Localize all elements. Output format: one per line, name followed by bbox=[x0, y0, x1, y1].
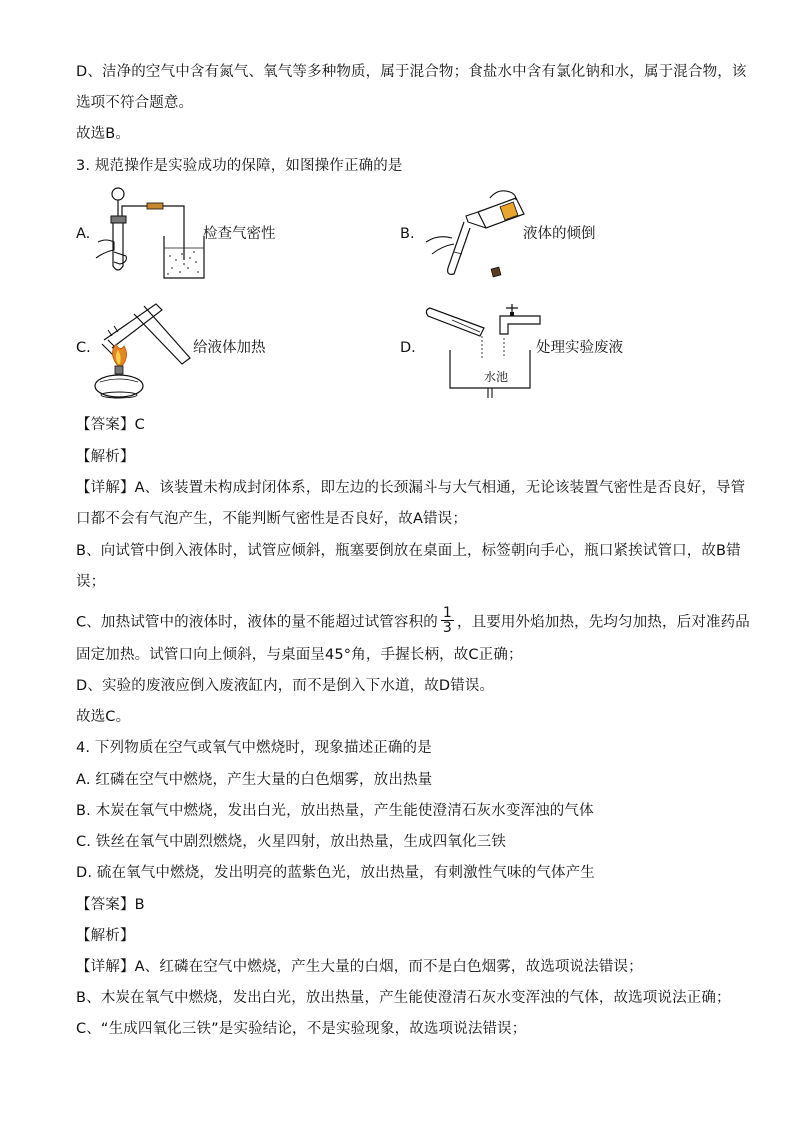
text-line: B、向试管中倒入液体时，试管应倾斜，瓶塞要倒放在桌面上，标签朝向手心，瓶口紧挨试管口，故B错 bbox=[76, 543, 741, 559]
text-line: 固定加热。试管口向上倾斜，与桌面呈45°角，手握长柄，故C正确； bbox=[76, 647, 523, 663]
option-a-caption: 检查气密性 bbox=[203, 226, 276, 242]
liquid-pouring-figure bbox=[420, 184, 530, 284]
text-segment: C、加热试管中的液体时，液体的量不能超过试管容积的 bbox=[76, 614, 438, 631]
text-line: 故选B。 bbox=[76, 126, 131, 142]
text-line-with-fraction bbox=[76, 605, 750, 637]
airtightness-apparatus-figure bbox=[92, 186, 212, 286]
text-line: 选项不符合题意。 bbox=[76, 95, 194, 111]
text-line: 【详解】A、该装置未构成封闭体系，即左边的长颈漏斗与大气相通，无论该装置气密性是否良好，导管 bbox=[76, 480, 746, 496]
question-4-stem: 4. 下列物质在空气或氧气中燃烧时，现象描述正确的是 bbox=[76, 740, 432, 756]
option-c-caption: 给液体加热 bbox=[193, 340, 266, 356]
option-c-letter: C. bbox=[76, 340, 91, 356]
text-line: 口都不会有气泡产生，不能判断气密性是否良好，故A错误； bbox=[76, 511, 467, 527]
option-d-caption: 处理实验废液 bbox=[536, 340, 623, 356]
answer-4: 【答案】B bbox=[76, 897, 145, 913]
option-b-letter: B. bbox=[400, 226, 415, 242]
option-4c: C. 铁丝在氧气中剧烈燃烧，火星四射，放出热量，生成四氧化三铁 bbox=[76, 834, 506, 850]
text-line: 【详解】A、红磷在空气中燃烧，产生大量的白烟，而不是白色烟雾，故选项说法错误； bbox=[76, 959, 643, 975]
text-line: C、“生成四氧化三铁”是实验结论，不是实验现象，故选项说法错误； bbox=[76, 1021, 527, 1037]
option-4b: B. 木炭在氧气中燃烧，发出白光，放出热量，产生能使澄清石灰水变浑浊的气体 bbox=[76, 803, 594, 819]
text-segment: ，且要用外焰加热，先均匀加热，后对准药品 bbox=[456, 614, 750, 631]
liquid-heating-figure bbox=[86, 292, 196, 402]
text-line: D、实验的废液应倒入废液缸内，而不是倒入下水道，故D错误。 bbox=[76, 678, 495, 694]
answer-3: 【答案】C bbox=[76, 417, 145, 433]
text-line: D、洁净的空气中含有氮气、氧气等多种物质，属于混合物；食盐水中含有氯化钠和水，属于混合物，该 bbox=[76, 64, 747, 80]
question-3-stem: 3. 规范操作是实验成功的保障，如图操作正确的是 bbox=[76, 158, 403, 174]
analysis-3-heading: 【解析】 bbox=[76, 449, 135, 465]
option-a-letter: A. bbox=[76, 226, 91, 242]
fraction bbox=[441, 606, 454, 635]
text-line: B、木炭在氧气中燃烧，发出白光，放出热量，产生能使澄清石灰水变浑浊的气体，故选项说法正确； bbox=[76, 990, 731, 1006]
sink-label: 水池 bbox=[484, 370, 509, 384]
fraction-numerator: 1 bbox=[442, 605, 452, 621]
option-d-letter: D. bbox=[400, 340, 416, 356]
option-4d: D. 硫在氧气中燃烧，发出明亮的蓝紫色光，放出热量，有刺激性气味的气体产生 bbox=[76, 865, 595, 881]
fraction-denominator: 3 bbox=[442, 620, 452, 636]
analysis-4-heading: 【解析】 bbox=[76, 928, 135, 944]
option-b-caption: 液体的倾倒 bbox=[523, 226, 596, 242]
waste-disposal-figure bbox=[422, 294, 552, 404]
text-line: 误； bbox=[76, 574, 106, 590]
option-4a: A. 红磷在空气中燃烧，产生大量的白色烟雾，放出热量 bbox=[76, 772, 433, 788]
text-line: 故选C。 bbox=[76, 709, 131, 725]
